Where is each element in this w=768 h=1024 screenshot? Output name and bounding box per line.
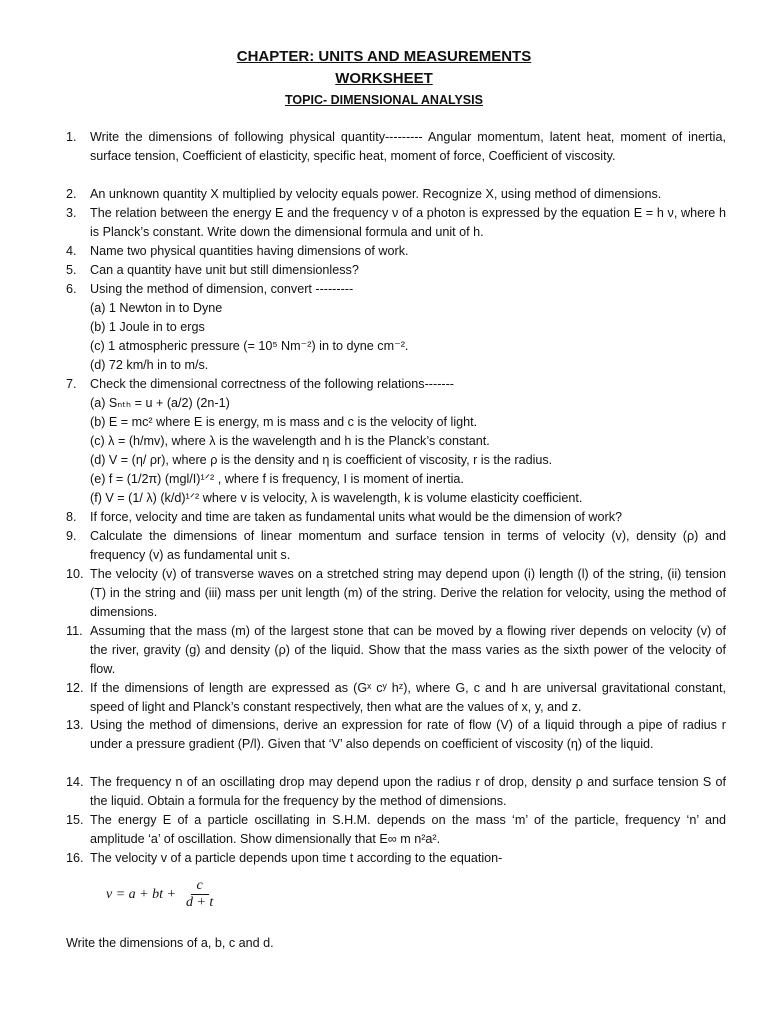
question-3 — [66, 204, 726, 242]
question-text: Using the method of dimensions, derive an expression for rate of flow (V) of a liquid through a pipe of radius r under a pressure gradient (P/l). Given that ‘V’ also depends on coefficient of viscosity (η) of the liquid. — [90, 718, 726, 751]
question-9 — [66, 527, 726, 565]
q7-part-d: (d) V = (η/ ρr), where ρ is the density and η is coefficient of viscosity, r is the radius. — [90, 453, 553, 467]
question-text: Using the method of dimension, convert --------- — [90, 282, 354, 296]
question-number: 14. — [66, 775, 84, 789]
question-number: 6. — [66, 282, 77, 296]
question-number: 15. — [66, 813, 84, 827]
question-text: The energy E of a particle oscillating in S.H.M. depends on the mass ‘m’ of the particle, frequency ‘n’ and amplitude ‘a’ of oscillation. Show dimensionally that E∞ m n²a². — [90, 813, 726, 846]
question-11 — [66, 622, 726, 679]
question-text: The frequency n of an oscillating drop may depend upon the radius r of drop, density ρ and surface tension S of the liquid. Obtain a formula for the frequency by the method of dimensions. — [90, 775, 726, 808]
chapter-title: CHAPTER: UNITS AND MEASUREMENTS — [236, 48, 532, 65]
question-number: 8. — [66, 510, 77, 524]
question-text: Check the dimensional correctness of the following relations------- — [90, 377, 454, 391]
question-number: 7. — [66, 377, 77, 391]
topic-title: TOPIC- DIMENSIONAL ANALYSIS — [285, 93, 483, 107]
question-number: 3. — [66, 206, 77, 220]
question-number: 1. — [66, 130, 77, 144]
question-1 — [66, 128, 726, 166]
question-6 — [66, 280, 726, 299]
question-text: If the dimensions of length are expressed as (Gˣ cʸ hᶻ), where G, c and h are universal gravitational constant, speed of light and Planck’s constant respectively, then what are the values of x, y, and z. — [90, 681, 726, 714]
velocity-equation — [106, 878, 219, 911]
q6-part-d: (d) 72 km/h in to m/s. — [90, 358, 209, 372]
q7-part-b: (b) E = mc² where E is energy, m is mass and c is the velocity of light. — [90, 415, 478, 429]
question-7 — [66, 375, 726, 394]
q7-part-a: (a) Sₙₜₕ = u + (a/2) (2n-1) — [90, 396, 230, 410]
question-5 — [66, 261, 726, 280]
fraction-numerator: c — [191, 878, 209, 895]
q7-part-c: (c) λ = (h/mv), where λ is the wavelength and h is the Planck’s constant. — [90, 434, 490, 448]
q6-part-c: (c) 1 atmospheric pressure (= 10⁵ Nm⁻²) in to dyne cm⁻². — [90, 339, 409, 353]
equation-fraction — [180, 878, 219, 911]
question-8 — [66, 508, 726, 527]
question-15 — [66, 811, 726, 849]
question-text: Name two physical quantities having dimensions of work. — [90, 244, 409, 258]
question-text: The velocity v of a particle depends upon time t according to the equation- — [90, 851, 503, 865]
question-number: 4. — [66, 244, 77, 258]
question-number: 2. — [66, 187, 77, 201]
question-number: 9. — [66, 529, 77, 543]
question-text: Assuming that the mass (m) of the largest stone that can be moved by a flowing river depends on velocity (v) of the river, gravity (g) and density (ρ) of the liquid. Show that the mass varies as the sixth power of the velocity of flow. — [90, 624, 726, 676]
question-2 — [66, 185, 726, 204]
question-number: 13. — [66, 718, 84, 732]
fraction-denominator: d + t — [185, 895, 214, 910]
question-12 — [66, 679, 726, 717]
question-13 — [66, 716, 726, 754]
q7-part-e: (e) f = (1/2π) (mgl/I)¹ᐟ² , where f is frequency, I is moment of inertia. — [90, 472, 464, 486]
question-4 — [66, 242, 726, 261]
q7-part-f: (f) V = (1/ λ) (k/d)¹ᐟ² where v is velocity, λ is wavelength, k is volume elasticity coefficient. — [90, 491, 583, 505]
question-10 — [66, 565, 726, 622]
question-text: An unknown quantity X multiplied by velocity equals power. Recognize X, using method of dimensions. — [90, 187, 662, 201]
question-number: 12. — [66, 681, 84, 695]
question-14 — [66, 773, 726, 811]
question-number: 10. — [66, 567, 84, 581]
q6-part-b: (b) 1 Joule in to ergs — [90, 320, 205, 334]
question-text: The relation between the energy E and the frequency ν of a photon is expressed by the equation E = h ν, where h is Planck’s constant. Write down the dimensional formula and unit of h. — [90, 206, 726, 239]
question-text: Write the dimensions of following physical quantity--------- Angular momentum, latent heat, moment of inertia, surface tension, Coefficient of elasticity, specific heat, moment of force, Coefficient of viscosity. — [90, 130, 726, 163]
question-number: 16. — [66, 851, 84, 865]
question-text: The velocity (v) of transverse waves on a stretched string may depend upon (i) length (l) of the string, (ii) tension (T) in the string and (iii) mass per unit length (m) of the string. Derive the relation for velocity, using the method of dimensions. — [90, 567, 726, 619]
closing-instruction: Write the dimensions of a, b, c and d. — [66, 936, 274, 950]
worksheet-title: WORKSHEET — [335, 70, 433, 87]
equation-lhs: v = a + bt + — [106, 886, 176, 902]
question-number: 11. — [66, 624, 83, 638]
question-text: If force, velocity and time are taken as fundamental units what would be the dimension of work? — [90, 510, 623, 524]
question-16 — [66, 849, 726, 868]
question-text: Calculate the dimensions of linear momentum and surface tension in terms of velocity (v), density (ρ) and frequency (v) as fundamental unit s. — [90, 529, 726, 562]
q6-part-a: (a) 1 Newton in to Dyne — [90, 301, 223, 315]
question-text: Can a quantity have unit but still dimensionless? — [90, 263, 359, 277]
question-number: 5. — [66, 263, 77, 277]
